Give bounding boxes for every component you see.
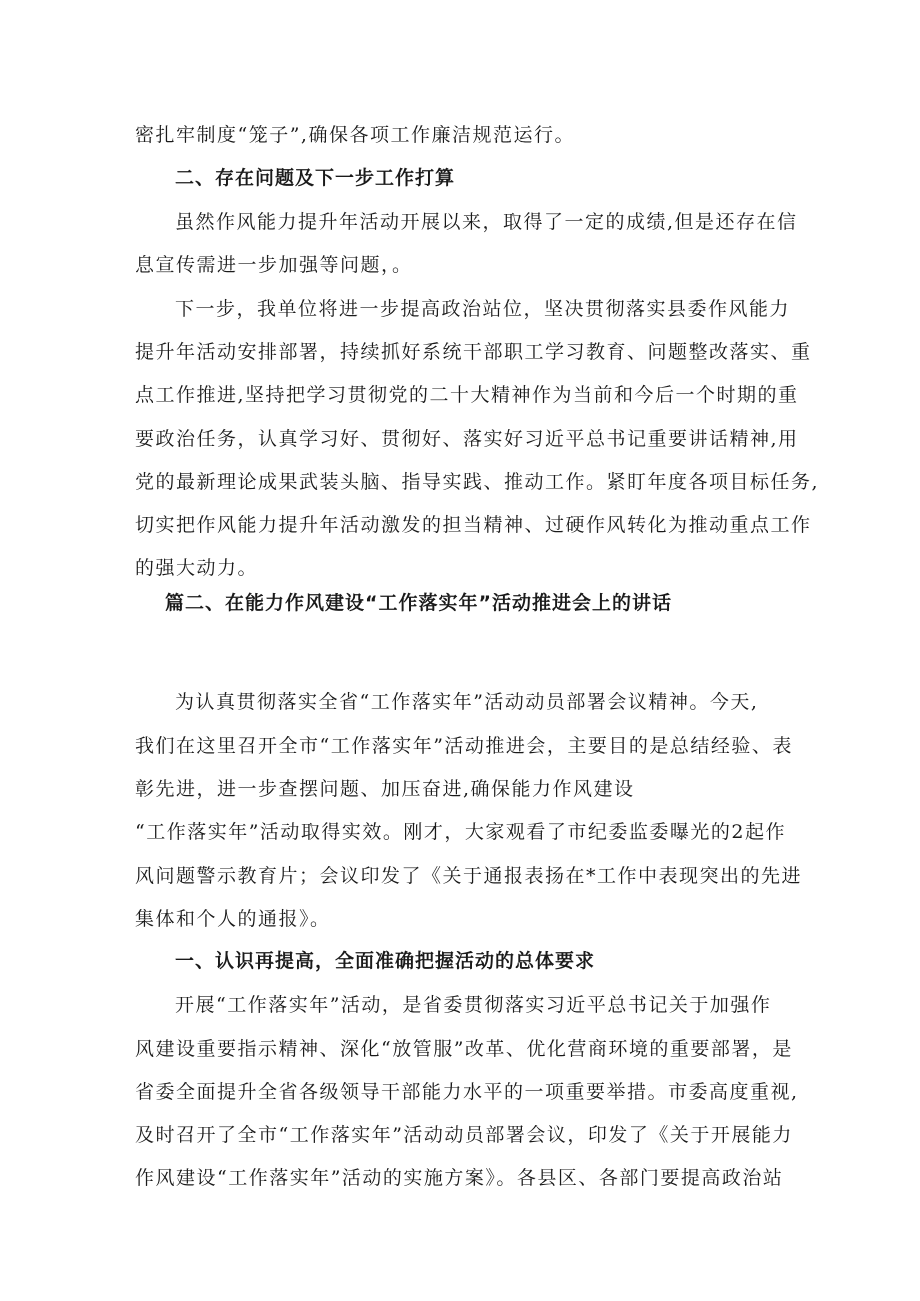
body-text-line: 的强大动力。 bbox=[135, 557, 259, 579]
body-text-line: 党的最新理论成果武装头脑、指导实践、推动工作。紧盯年度各项目标任务, bbox=[135, 471, 820, 493]
body-text-line: 点工作推进,坚持把学习贯彻党的二十大精神作为当前和今后一个时期的重 bbox=[135, 384, 799, 406]
body-text-line: 风问题警示教育片；会议印发了《关于通报表扬在*工作中表现突出的先进 bbox=[135, 865, 803, 887]
body-text-line: 作风建设“工作落实年”活动的实施方案》。各县区、各部门要提高政治站 bbox=[135, 1167, 784, 1189]
body-text-line: 开展“工作落实年”活动，是省委贯彻落实习近平总书记关于加强作 bbox=[175, 994, 772, 1016]
body-text-line: 及时召开了全市“工作落实年”活动动员部署会议，印发了《关于开展能力 bbox=[135, 1124, 793, 1146]
article-title: 篇二、在能力作风建设“工作落实年”活动推进会上的讲话 bbox=[165, 592, 672, 614]
body-text-line: 提升年活动安排部署，持续抓好系统干部职工学习教育、问题整改落实、重 bbox=[135, 341, 812, 363]
body-text-line: 要政治任务，认真学习好、贯彻好、落实好习近平总书记重要讲话精神,用 bbox=[135, 428, 799, 450]
body-text-line: 集体和个人的通报》。 bbox=[135, 908, 331, 930]
body-text-line: 切实把作风能力提升年活动激发的担当精神、过硬作风转化为推动重点工作 bbox=[135, 514, 812, 536]
section-heading-problems-plans: 二、存在问题及下一步工作打算 bbox=[175, 167, 456, 189]
body-text-line: 风建设重要指示精神、深化“放管服”改革、优化营商环境的重要部署，是 bbox=[135, 1038, 793, 1060]
body-text-line: 密扎牢制度“笼子”,确保各项工作廉洁规范运行。 bbox=[135, 124, 575, 146]
body-text-line: 彰先进，进一步查摆问题、加压奋进,确保能力作风建设 bbox=[135, 778, 635, 800]
section-heading-requirements: 一、认识再提高，全面准确把握活动的总体要求 bbox=[175, 950, 596, 972]
body-text-line: 虽然作风能力提升年活动开展以来，取得了一定的成绩,但是还存在信 bbox=[175, 211, 798, 233]
body-text-line: 省委全面提升全省各级领导干部能力水平的一项重要举措。市委高度重视, bbox=[135, 1081, 799, 1103]
body-text-line: 我们在这里召开全市“工作落实年”活动推进会，主要目的是总结经验、表 bbox=[135, 735, 793, 757]
body-text-line: 息宣传需进一步加强等问题，。 bbox=[135, 254, 413, 276]
body-text-line: “工作落实年”活动取得实效。刚才，大家观看了市纪委监委曝光的2起作 bbox=[135, 821, 787, 843]
body-text-line: 为认真贯彻落实全省“工作落实年”活动动员部署会议精神。今天, bbox=[175, 691, 759, 713]
body-text-line: 下一步，我单位将进一步提高政治站位，坚决贯彻落实县委作风能力 bbox=[175, 298, 791, 320]
